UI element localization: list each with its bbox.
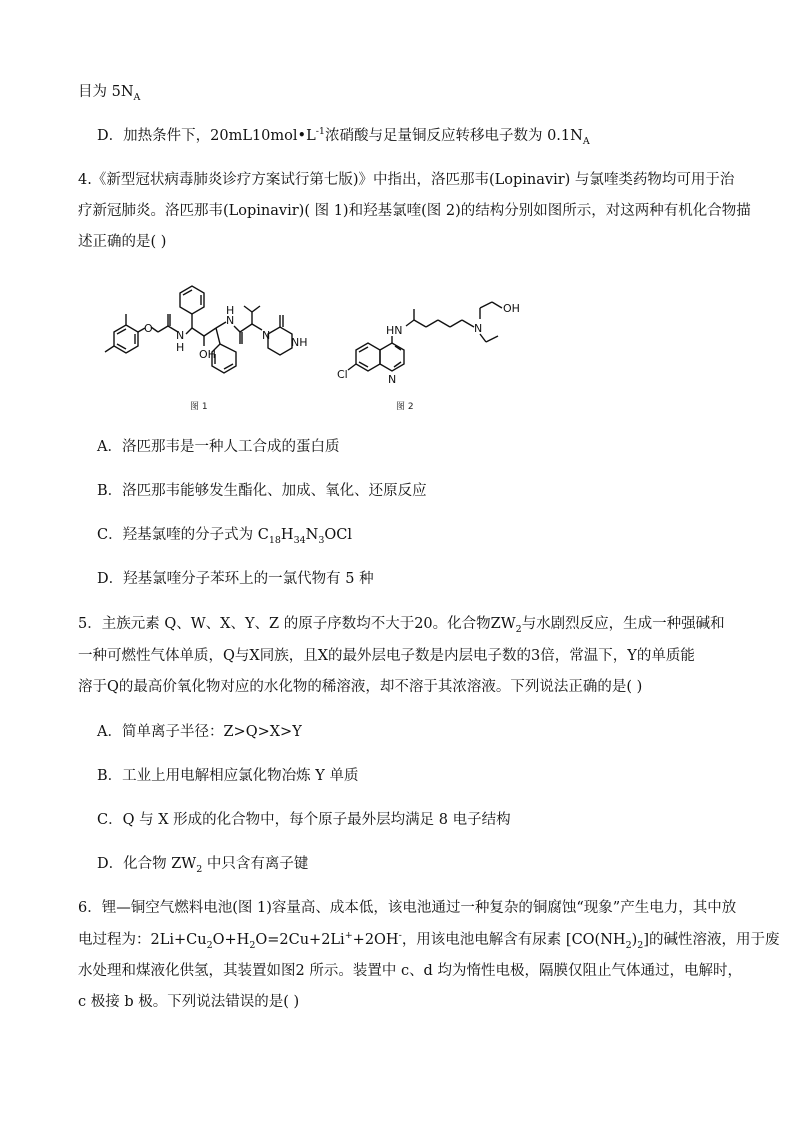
q5-option-a: A．简单离子半径：Z>Q>X>Y	[97, 724, 302, 740]
fig2-label-hn: HN	[386, 324, 403, 337]
q5-option-d: D．化合物 $ZW_2$ 中只含有离子键	[97, 856, 309, 875]
q5-stem-line3: 溶于Q的最高价氧化物对应的水化物的稀溶液，却不溶于其浓溶液。下列说法正确的是( )	[78, 679, 643, 695]
lopinavir-structure-figure	[100, 282, 315, 394]
hydroxychloroquine-structure-figure	[334, 292, 534, 392]
figure1-caption: 图 1	[190, 402, 208, 412]
q4-stem-line2: 疗新冠肺炎。洛匹那韦(Lopinavir)( 图 1)和羟基氯喹(图 2)的结构分别如图所示，对这两种有机化合物描	[78, 203, 751, 219]
ring-quinoline-pyridine	[380, 343, 404, 371]
fig1-label-h2: H	[226, 304, 235, 317]
q5-option-c: C．Q 与 X 形成的化合物中，每个原子最外层均满足 8 电子结构	[97, 812, 511, 828]
q4-option-a: A．洛匹那韦是一种人工合成的蛋白质	[97, 439, 340, 455]
fig2-label-n1: N	[474, 322, 483, 335]
q4-stem-line3: 述正确的是( )	[78, 234, 167, 250]
q4-option-c: C．羟基氯喹的分子式为 $C_{18}H_{34}N_3OCl$	[97, 527, 353, 546]
q6-stem-line4: c 极接 b 极。下列说法错误的是( )	[78, 994, 300, 1010]
q6-stem-line3: 水处理和煤液化供氢，其装置如图2 所示。装置中 c、d 均为惰性电极，隔膜仅阻止气体通过，电解时，	[78, 963, 742, 979]
fig2-label-n2: N	[388, 373, 397, 386]
fig1-label-n2: N	[226, 314, 235, 327]
q4-stem-line1: 4.《新型冠状病毒肺炎诊疗方案试行第七版)》中指出，洛匹那韦(Lopinavir) 与氯喹类药物均可用于治	[78, 172, 735, 188]
q5-option-b: B．工业上用电解相应氯化物冶炼 Y 单质	[97, 768, 359, 784]
fig1-label-o: O	[144, 322, 153, 335]
q5-stem-line1: 5．主族元素 Q、W、X、Y、Z 的原子序数均不大于20。化合物$ZW_2$与水剧烈反应，生成一种强碱和	[78, 616, 725, 635]
fig1-label-n1: N	[176, 329, 185, 342]
q6-stem-line1: 6．锂—铜空气燃料电池(图 1)容量高、成本低，该电池通过一种复杂的铜腐蚀“现象”产生电力，其中放	[78, 900, 737, 916]
figure2-caption: 图 2	[396, 402, 414, 412]
q5-stem-line2: 一种可燃性气体单质，Q与X同族，且X的最外层电子数是内层电子数的3倍，常温下，Y的单质能	[78, 648, 695, 664]
q3-option-d: D．加热条件下，$20mL10mol•L^{-1}$浓硝酸与足量铜反应转移电子数为 $0.1N_A$	[97, 126, 590, 147]
q4-option-b: B．洛匹那韦能够发生酯化、加成、氧化、还原反应	[97, 483, 427, 499]
q4-option-d: D．羟基氯喹分子苯环上的一氯代物有 5 种	[97, 571, 374, 587]
fig1-label-n3: N	[262, 329, 271, 342]
q3-tail-line: 目为 $5N_A$	[78, 84, 141, 103]
ring-cyclic-urea	[268, 327, 292, 355]
fig2-label-oh: OH	[503, 302, 520, 315]
fig1-label-nh: NH	[291, 336, 308, 349]
fig1-label-h1: H	[176, 341, 185, 354]
fig1-label-oh: OH	[199, 348, 216, 361]
q6-stem-line2: 电过程为：$2Li+Cu_2O+H_2O=2Cu+2Li^++2OH^-$，用该电池电解含有尿素 $[CO(NH_2)_2]$的碱性溶液，用于废	[78, 930, 780, 951]
fig2-label-cl: Cl	[337, 368, 348, 381]
